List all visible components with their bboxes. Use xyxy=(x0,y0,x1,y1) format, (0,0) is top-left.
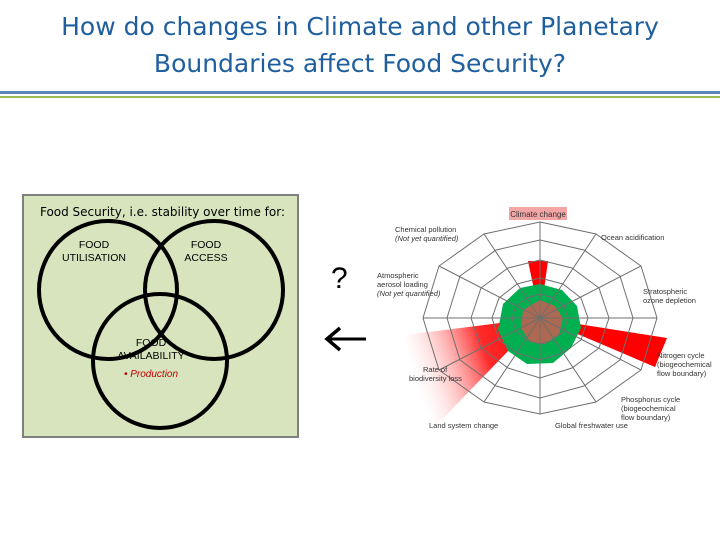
planetary-boundaries-wheel xyxy=(375,200,715,490)
not-quantified-line: (Not yet quantified) xyxy=(395,234,459,243)
phosphorus-line-1: Phosphorus cycle xyxy=(621,395,681,404)
phosphorus-cycle-label xyxy=(621,395,682,422)
title-line-2: Boundaries affect Food Security? xyxy=(153,49,567,78)
aerosol-line-1: Atmospheric xyxy=(377,271,419,280)
aerosol-line-3: (Not yet quantified) xyxy=(377,289,441,298)
aerosol-loading-label xyxy=(377,271,441,298)
biodiversity-line-2: biodiversity loss xyxy=(409,374,462,383)
ozone-depletion-label xyxy=(643,287,696,305)
nitrogen-line-3: flow boundary) xyxy=(657,369,707,378)
land-system-change-label: Land system change xyxy=(429,421,499,430)
ocean-acidification-label: Ocean acidification xyxy=(601,233,665,242)
title-divider-green xyxy=(0,96,720,98)
question-mark: ? xyxy=(331,262,348,295)
food-access-label: FOOD ACCESS xyxy=(184,239,228,264)
chemical-pollution-label xyxy=(395,225,459,243)
food-availability-label: FOOD AVAILABILITY xyxy=(117,337,185,362)
production-bullet: • Production xyxy=(123,369,179,380)
chemical-pollution-line: Chemical pollution xyxy=(395,225,457,234)
phosphorus-line-3: flow boundary) xyxy=(621,413,671,422)
freshwater-use-label: Global freshwater use xyxy=(555,421,628,430)
title-divider-blue xyxy=(0,91,720,94)
panel-heading: Food Security, i.e. stability over time for: xyxy=(39,205,286,219)
nitrogen-line-1: Nitrogen cycle xyxy=(657,351,705,360)
slide-title xyxy=(0,8,720,82)
ozone-line-1: Stratospheric xyxy=(643,287,688,296)
phosphorus-line-2: (biogeochemical xyxy=(621,404,676,413)
food-security-panel xyxy=(22,194,299,438)
food-utilisation-label: FOOD UTILISATION xyxy=(62,239,126,264)
left-arrow-icon xyxy=(320,325,370,355)
aerosol-line-2: aerosol loading xyxy=(377,280,428,289)
climate-change-label: Climate change xyxy=(510,210,566,219)
nitrogen-cycle-label xyxy=(657,351,714,378)
nitrogen-line-2: (biogeochemical xyxy=(657,360,712,369)
ozone-line-2: ozone depletion xyxy=(643,296,696,305)
title-line-1: How do changes in Climate and other Planetary xyxy=(61,12,659,41)
biodiversity-line-1: Rate of xyxy=(423,365,448,374)
venn-circles xyxy=(24,196,297,436)
